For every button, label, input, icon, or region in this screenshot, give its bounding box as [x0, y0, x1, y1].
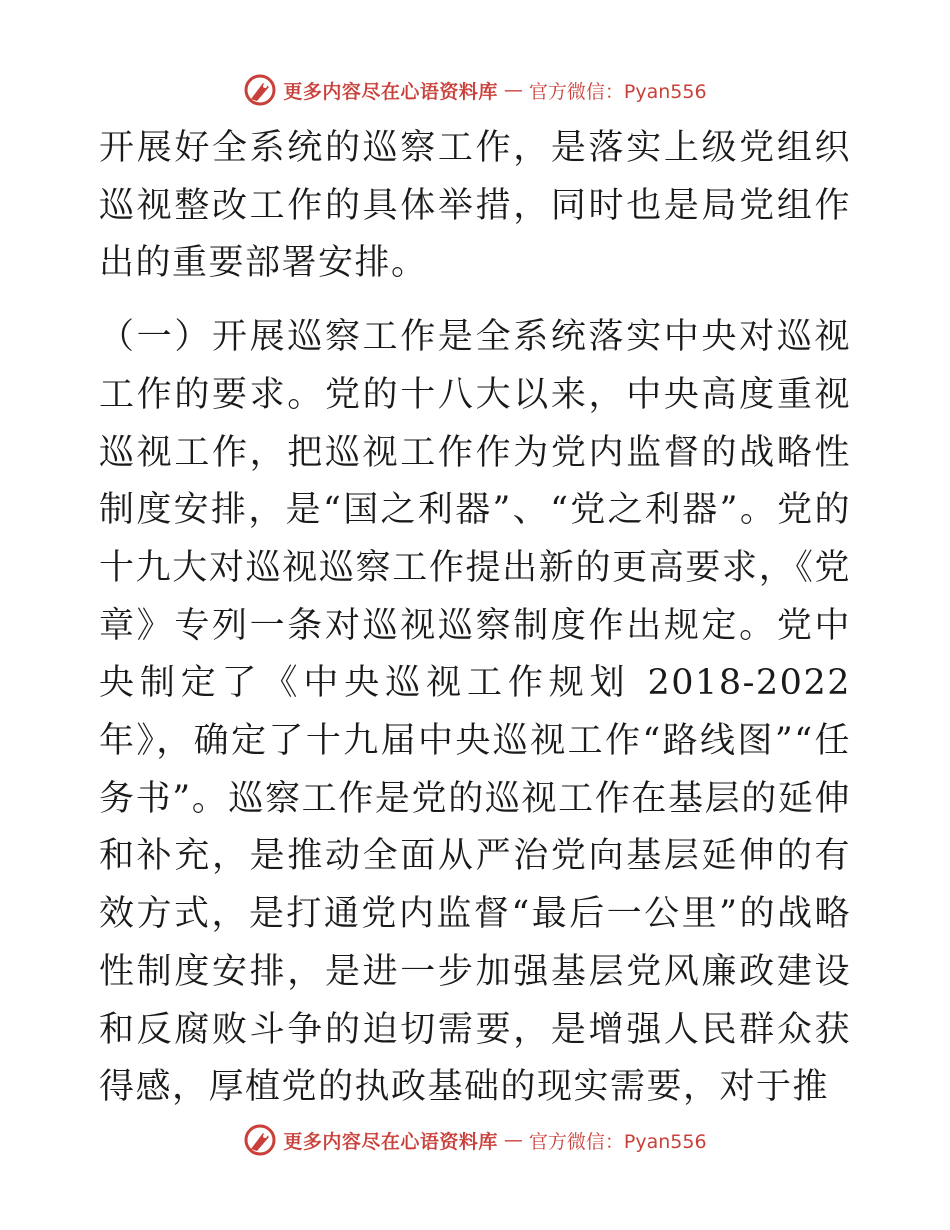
banner-separator: —: [503, 79, 523, 101]
header-watermark-banner: [0, 70, 950, 110]
paragraph-section-one: （一）开展巡察工作是全系统落实中央对巡视工作的要求。党的十八大以来，中央高度重视巡视工作，把巡视工作作为党内监督的战略性制度安排，是“国之利器”、“党之利器”。党的十九大对巡视巡察工作提出新的更高要求，《党章》专列一条对巡视巡察制度作出规定。党中央制定了《中央巡视工作规划 2018-2022 年》，确定了十九届中央巡视工作“路线图”“任务书”。巡察工作是党的巡视工作在基层的延伸和补充，是推动全面从严治党向基层延伸的有效方式，是打通党内监督“最后一公里”的战略性制度安排，是进一步加强基层党风廉政建设和反腐败斗争的迫切需要，是增强人民群众获得感，厚植党的执政基础的现实需要，对于推: [99, 317, 851, 1108]
banner-site-text: 更多内容尽在心语资料库: [283, 1130, 498, 1153]
footer-watermark-banner: [0, 1120, 950, 1160]
pen-nib-logo-icon: [243, 1123, 277, 1157]
paragraph-intro: 开展好全系统的巡察工作，是落实上级党组织巡视整改工作的具体举措，同时也是局党组作出的重要部署安排。: [99, 128, 851, 284]
pen-nib-logo-icon: [243, 73, 277, 107]
banner-separator: —: [503, 1129, 523, 1151]
banner-contact-text: 官方微信：Pyan556: [528, 80, 707, 103]
document-body: [99, 120, 851, 1117]
banner-contact-text: 官方微信：Pyan556: [528, 1130, 707, 1153]
banner-site-text: 更多内容尽在心语资料库: [283, 80, 498, 103]
